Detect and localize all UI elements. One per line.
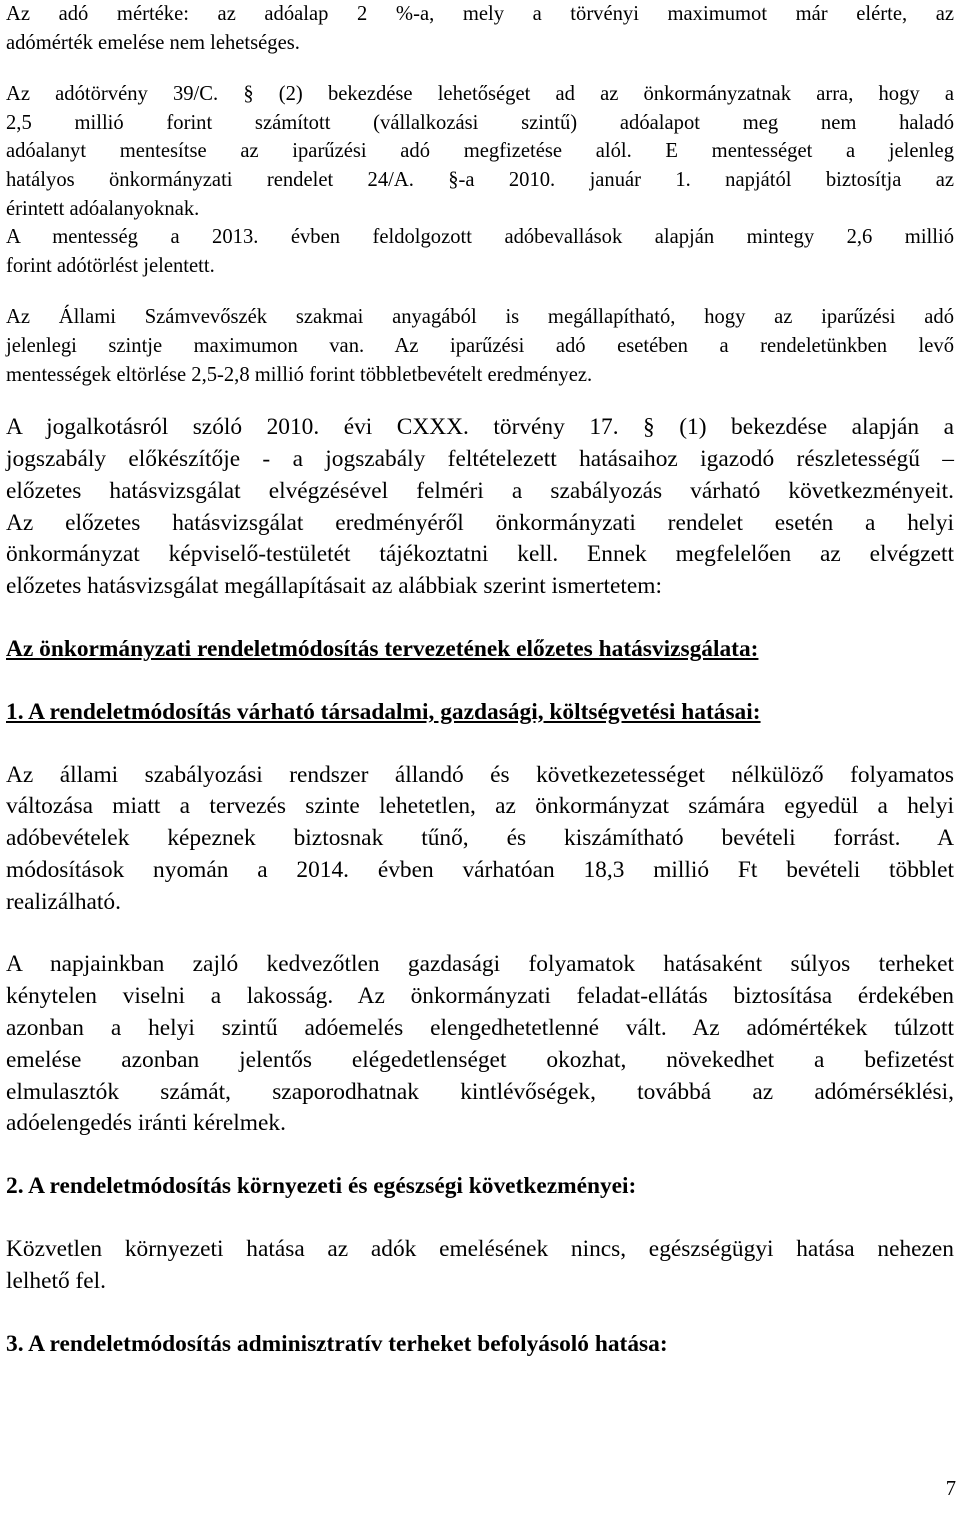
paragraph-exemption bbox=[6, 80, 954, 280]
page-number: 7 bbox=[945, 1478, 956, 1500]
text-line: módosítások nyomán a 2014. évben várhatóan 18,3 millió Ft bevételi többlet bbox=[6, 856, 954, 883]
text-line: érintett adóalanyoknak. bbox=[6, 197, 200, 220]
text-line: jelenlegi szintje maximumon van. Az iparűzési adó esetében a rendeletünkben levő bbox=[6, 334, 954, 357]
text-line: Az adó mértéke: az adóalap 2 %-a, mely a törvényi maximumot már elérte, az bbox=[6, 3, 954, 25]
heading-impact-assessment: Az önkormányzati rendeletmódosítás tervezetének előzetes hatásvizsgálata: bbox=[6, 635, 759, 662]
text-line: előzetes hatásvizsgálat megállapításait az alábbiak szerint ismertetem: bbox=[6, 573, 662, 600]
text-line: kénytelen viselni a lakosság. Az önkormányzati feladat-ellátás biztosítása érdekében bbox=[6, 983, 954, 1010]
text-line: mentességek eltörlése 2,5-2,8 millió forint többletbevételt eredményez. bbox=[6, 363, 593, 386]
heading-section-2: 2. A rendeletmódosítás környezeti és egészségi következményei: bbox=[6, 1173, 637, 1200]
paragraph-section1-budget bbox=[6, 760, 954, 919]
heading-section-1: 1. A rendeletmódosítás várható társadalmi, gazdasági, költségvetési hatásai: bbox=[6, 698, 761, 725]
text-line: Az Állami Számvevőszék szakmai anyagából is megállapítható, hogy az iparűzési adó bbox=[6, 306, 954, 329]
text-line: adóelengedés iránti kérelmek. bbox=[6, 1110, 286, 1137]
text-line: emelése azonban jelentős elégedetlenséget okozhat, növekedhet a befizetést bbox=[6, 1046, 954, 1073]
paragraph-section1-economy bbox=[6, 949, 954, 1140]
text-line: A jogalkotásról szóló 2010. évi CXXX. törvény 17. § (1) bekezdése alapján a bbox=[6, 414, 954, 441]
text-line: előzetes hatásvizsgálat elvégzésével felméri a szabályozás várható következményeit. bbox=[6, 477, 954, 504]
text-line: realizálható. bbox=[6, 888, 121, 915]
paragraph-legislation-act bbox=[6, 412, 954, 603]
paragraph-audit-office bbox=[6, 303, 954, 389]
text-line: önkormányzat képviselő-testületét tájékoztatni kell. Ennek megfelelően az elvégzett bbox=[6, 541, 954, 568]
document-page bbox=[6, 0, 954, 1513]
text-line: azonban a helyi szintű adóemelés elengedhetetlenné vált. Az adómértékek túlzott bbox=[6, 1015, 954, 1042]
paragraph-tax-rate bbox=[6, 0, 954, 57]
text-line: Az adótörvény 39/C. § (2) bekezdése lehetőséget ad az önkormányzatnak arra, hogy a bbox=[6, 83, 954, 106]
paragraph-section2-environment bbox=[6, 1234, 954, 1298]
text-line: Az állami szabályozási rendszer állandó és következetességet nélkülöző folyamatos bbox=[6, 761, 954, 788]
text-line: adómérték emelése nem lehetséges. bbox=[6, 31, 300, 54]
text-line: adóalanyt mentesítse az iparűzési adó megfizetése alól. E mentességet a jelenleg bbox=[6, 140, 954, 163]
text-line: 2,5 millió forint számított (vállalkozási szintű) adóalapot meg nem haladó bbox=[6, 111, 954, 134]
text-line: Az előzetes hatásvizsgálat eredményéről önkormányzati rendelet esetén a helyi bbox=[6, 509, 954, 536]
text-line: jogszabály előkészítője - a jogszabály feltételezett hatásaihoz igazodó részletességű – bbox=[6, 445, 954, 472]
text-line: Közvetlen környezeti hatása az adók emelésének nincs, egészségügyi hatása nehezen bbox=[6, 1236, 954, 1263]
text-line: hatályos önkormányzati rendelet 24/A. §-a 2010. január 1. napjától biztosítja az bbox=[6, 168, 954, 191]
text-line: elmulasztók számát, szaporodhatnak kintlévőségek, továbbá az adómérséklési, bbox=[6, 1078, 954, 1105]
text-line: adóbevételek képeznek biztosnak tűnő, és kiszámítható bevételi forrást. A bbox=[6, 825, 954, 852]
heading-section-3: 3. A rendeletmódosítás adminisztratív terheket befolyásoló hatása: bbox=[6, 1330, 668, 1357]
text-line: forint adótörlést jelentett. bbox=[6, 254, 215, 277]
text-line: változása miatt a tervezés szinte lehetetlen, az önkormányzat számára egyedül a helyi bbox=[6, 793, 954, 820]
text-line: A napjainkban zajló kedvezőtlen gazdasági folyamatok hatásaként súlyos terheket bbox=[6, 951, 954, 978]
text-line: lelhető fel. bbox=[6, 1267, 107, 1294]
text-line: A mentesség a 2013. évben feldolgozott adóbevallások alapján mintegy 2,6 millió bbox=[6, 226, 954, 249]
